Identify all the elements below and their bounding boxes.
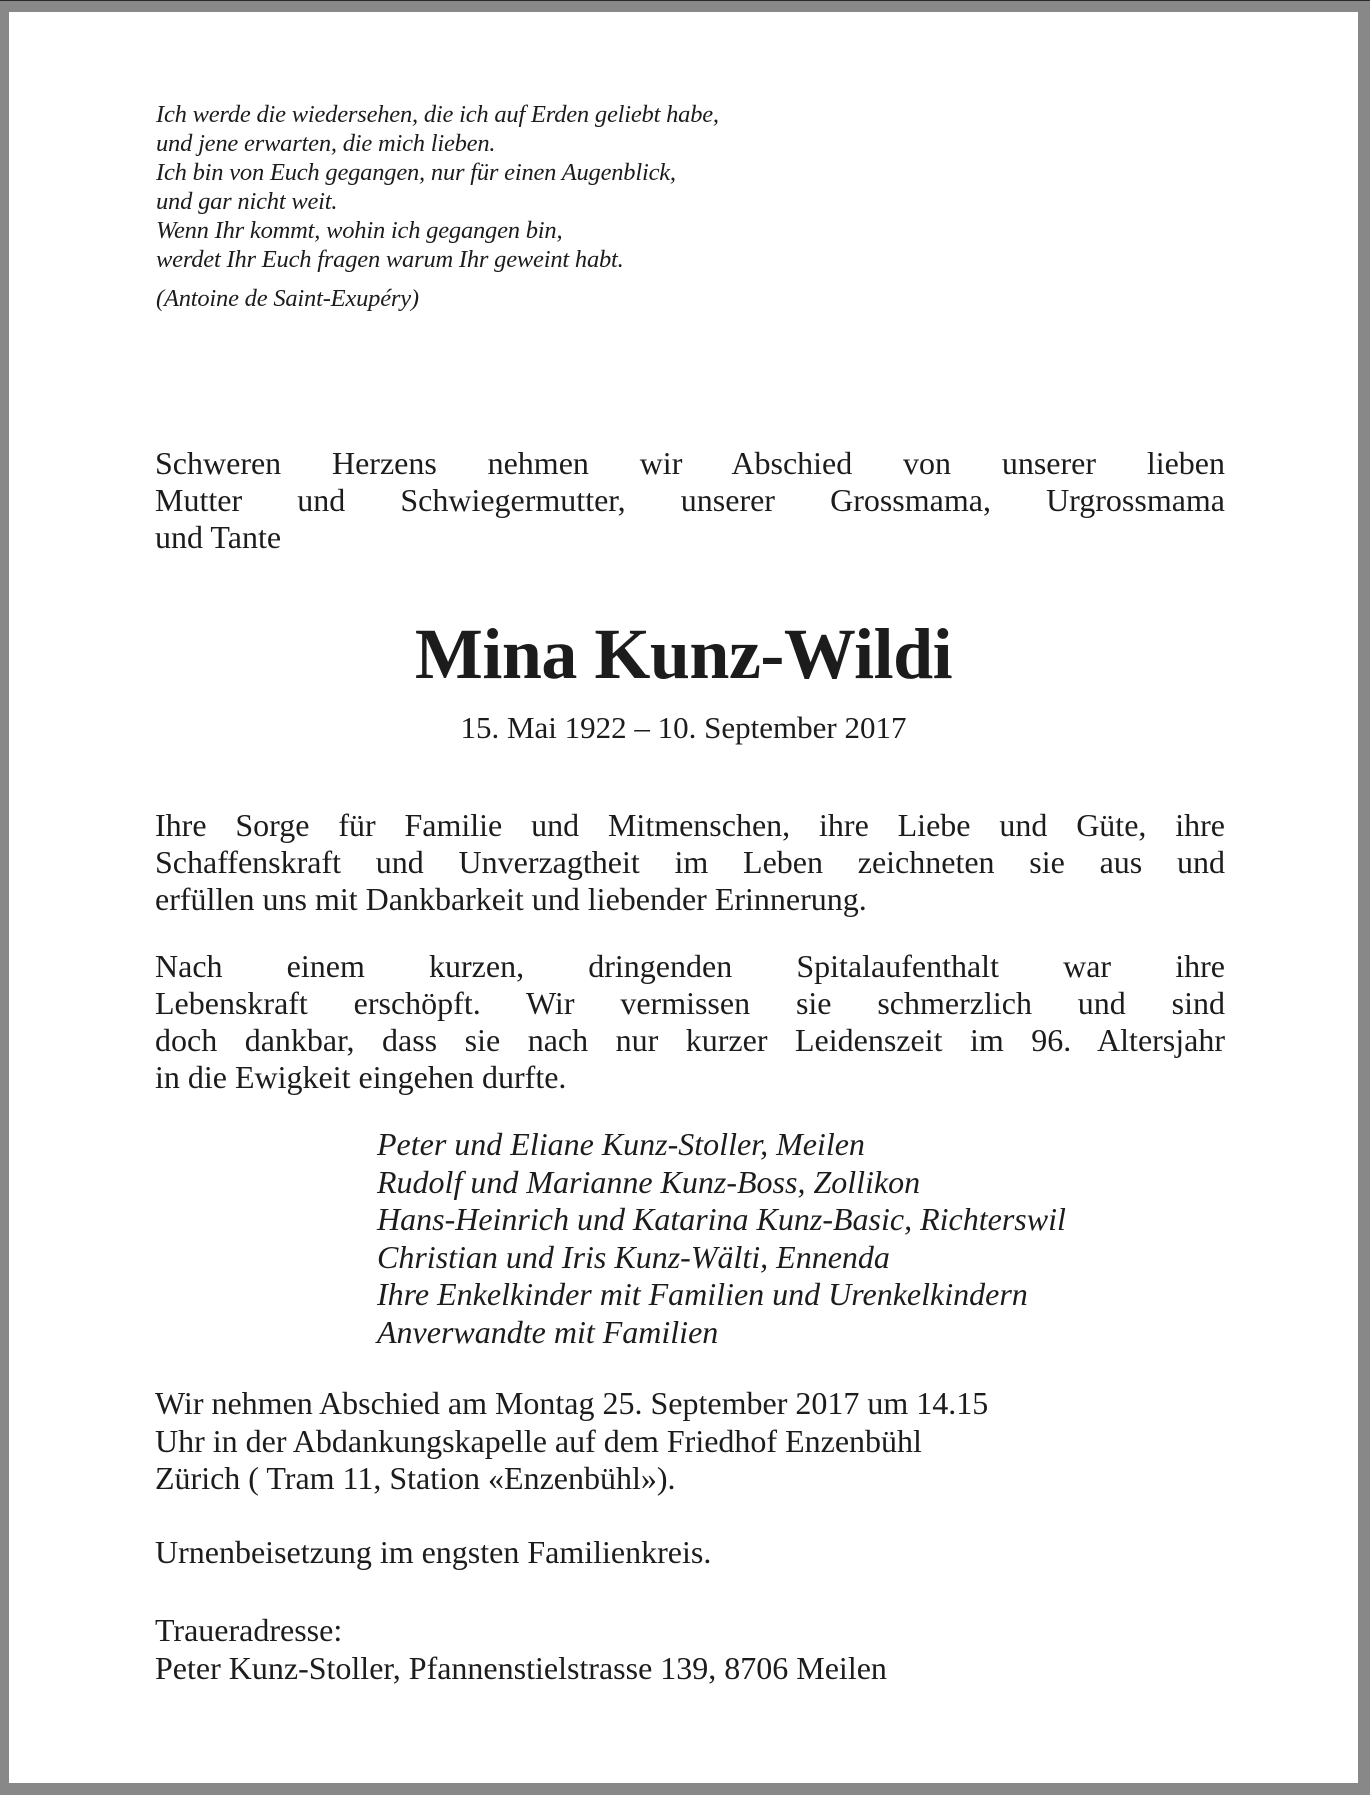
quote-line: und gar nicht weit. bbox=[156, 188, 338, 215]
quote-author: (Antoine de Saint-Exupéry) bbox=[156, 285, 419, 312]
mourner-entry: Ihre Enkelkinder mit Familien und Urenkelkindern bbox=[377, 1276, 1028, 1312]
life-dates: 15. Mai 1922 – 10. September 2017 bbox=[460, 710, 907, 745]
intro-line: Mutter und Schwiegermutter, unserer Grossmama, Urgrossmama bbox=[155, 482, 1225, 518]
paragraph-line: Ihre Sorge für Familie und Mitmenschen, ihre Liebe und Güte, ihre bbox=[155, 807, 1225, 843]
mourners-list bbox=[377, 1126, 1066, 1351]
quote-line: Wenn Ihr kommt, wohin ich gegangen bin, bbox=[156, 217, 563, 244]
mourner-entry: Rudolf und Marianne Kunz-Boss, Zollikon bbox=[377, 1163, 921, 1200]
epigraph-quote bbox=[156, 100, 719, 313]
quote-line: Ich bin von Euch gegangen, nur für einen Augenblick, bbox=[156, 159, 676, 186]
quote-line: Ich werde die wiedersehen, die ich auf Erden geliebt habe, bbox=[156, 101, 719, 128]
paragraph-line: erfüllen uns mit Dankbarkeit und liebender Erinnerung. bbox=[155, 881, 867, 917]
quote-line: werdet Ihr Euch fragen warum Ihr geweint habt. bbox=[156, 246, 624, 273]
tribute-paragraph bbox=[155, 807, 1225, 918]
service-line: Zürich ( Tram 11, Station «Enzenbühl»). bbox=[155, 1460, 676, 1496]
intro-paragraph bbox=[155, 445, 1225, 556]
mourner-entry: Peter und Eliane Kunz-Stoller, Meilen bbox=[377, 1126, 865, 1162]
deceased-name: Mina Kunz-Wildi bbox=[414, 614, 953, 694]
address-value: Peter Kunz-Stoller, Pfannenstielstrasse 139, 8706 Meilen bbox=[155, 1649, 887, 1686]
paragraph-line: Nach einem kurzen, dringenden Spitalaufenthalt war ihre bbox=[155, 948, 1225, 984]
mourner-entry: Anverwandte mit Familien bbox=[377, 1313, 719, 1350]
burial-note: Urnenbeisetzung im engsten Familienkreis. bbox=[155, 1534, 712, 1570]
obituary-page bbox=[9, 12, 1358, 1783]
paragraph-line: Lebenskraft erschöpft. Wir vermissen sie schmerzlich und sind bbox=[155, 985, 1225, 1021]
quote-line: und jene erwarten, die mich lieben. bbox=[156, 130, 496, 157]
mourner-entry: Hans-Heinrich und Katarina Kunz-Basic, Richterswil bbox=[377, 1201, 1066, 1237]
mourner-entry: Christian und Iris Kunz-Wälti, Ennenda bbox=[377, 1238, 890, 1275]
paragraph-line: doch dankbar, dass sie nach nur kurzer Leidenszeit im 96. Altersjahr bbox=[155, 1022, 1225, 1058]
paragraph-line: Schaffenskraft und Unverzagtheit im Leben zeichneten sie aus und bbox=[155, 844, 1225, 880]
window-top-border bbox=[0, 0, 1370, 1]
mourning-address bbox=[155, 1612, 887, 1687]
service-line: Uhr in der Abdankungskapelle auf dem Friedhof Enzenbühl bbox=[155, 1422, 922, 1459]
intro-line: und Tante bbox=[155, 519, 282, 555]
intro-line: Schweren Herzens nehmen wir Abschied von unserer lieben bbox=[155, 445, 1225, 481]
service-line: Wir nehmen Abschied am Montag 25. September 2017 um 14.15 bbox=[155, 1385, 989, 1421]
paragraph-line: in die Ewigkeit eingehen durfte. bbox=[155, 1059, 567, 1095]
address-label: Traueradresse: bbox=[155, 1612, 343, 1648]
passing-paragraph bbox=[155, 948, 1225, 1096]
service-info bbox=[155, 1385, 988, 1498]
